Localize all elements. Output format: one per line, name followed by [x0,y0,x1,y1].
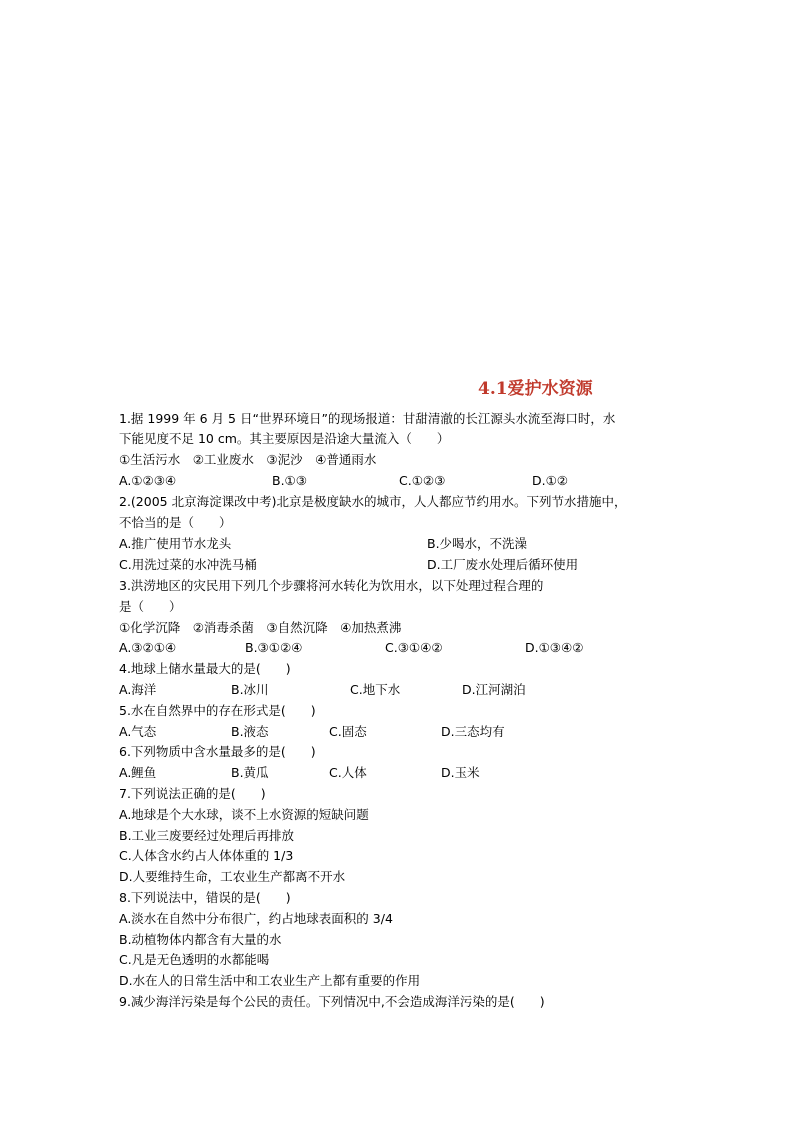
q1-line-1: 1.据 1999 年 6 月 5 日“世界环境日”的现场报道：甘甜清澈的长江源头水流至海口时，水 [119,411,616,426]
q1-line-2: 下能见度不足 10 cm。其主要原因是沿途大量流入（ ） [119,431,450,446]
q9-line-1: 9.减少海洋污染是每个公民的责任。下列情况中,不会造成海洋污染的是( ) [119,994,545,1009]
q3-line-3: ①化学沉降 ②消毒杀菌 ③自然沉降 ④加热煮沸 [119,620,402,635]
q8-line-1: 8.下列说法中，错误的是( ) [119,890,291,905]
q6-option-a: A.鲤鱼 [119,765,157,780]
q7-option-d: D.人要维持生命，工农业生产都离不开水 [119,869,346,884]
q5-option-b: B.液态 [231,724,269,739]
q1-line-3: ①生活污水 ②工业废水 ③泥沙 ④普通雨水 [119,452,377,467]
q2-option-c: C.用洗过菜的水冲洗马桶 [119,557,257,572]
q1-option-a: A.①②③④ [119,473,177,488]
q4-option-d: D.江河湖泊 [462,682,526,697]
q2-option-d: D.工厂废水处理后循环使用 [427,557,579,572]
q4-line-1: 4.地球上储水量最大的是( ) [119,661,291,676]
q4-option-b: B.冰川 [231,682,269,697]
q3-line-1: 3.洪涝地区的灾民用下列几个步骤将河水转化为饮用水，以下处理过程合理的 [119,578,544,593]
q7-option-b: B.工业三废要经过处理后再排放 [119,828,295,843]
page-title: 4.1爱护水资源 [478,379,593,399]
q3-option-b: B.③①②④ [245,640,303,655]
q6-option-d: D.玉米 [441,765,480,780]
q4-option-c: C.地下水 [350,682,401,697]
q2-line-1: 2.(2005 北京海淀课改中考)北京是极度缺水的城市，人人都应节约用水。下列节水措施中， [119,494,627,509]
q7-option-c: C.人体含水约占人体体重的 1/3 [119,848,294,863]
q5-option-c: C.固态 [329,724,367,739]
q6-option-c: C.人体 [329,765,367,780]
q8-option-a: A.淡水在自然中分布很广，约占地球表面积的 3/4 [119,911,393,926]
q7-line-1: 7.下列说法正确的是( ) [119,786,266,801]
q6-option-b: B.黄瓜 [231,765,269,780]
q5-option-d: D.三态均有 [441,724,505,739]
q5-line-1: 5.水在自然界中的存在形式是( ) [119,703,316,718]
q3-line-2: 是（ ） [119,599,182,614]
q2-line-2: 不恰当的是（ ） [119,515,232,530]
q6-line-1: 6.下列物质中含水量最多的是( ) [119,744,316,759]
q2-option-a: A.推广使用节水龙头 [119,536,232,551]
q8-option-c: C.凡是无色透明的水都能喝 [119,952,270,967]
q4-option-a: A.海洋 [119,682,157,697]
q1-option-b: B.①③ [272,473,307,488]
q8-option-b: B.动植物体内都含有大量的水 [119,932,282,947]
q1-option-d: D.①② [532,473,569,488]
q8-option-d: D.水在人的日常生活中和工农业生产上都有重要的作用 [119,973,421,988]
q3-option-d: D.①③④② [525,640,584,655]
q3-option-a: A.③②①④ [119,640,177,655]
q2-option-b: B.少喝水，不洗澡 [427,536,528,551]
q5-option-a: A.气态 [119,724,157,739]
q1-option-c: C.①②③ [399,473,446,488]
q3-option-c: C.③①④② [385,640,443,655]
q7-option-a: A.地球是个大水球，谈不上水资源的短缺问题 [119,807,369,822]
